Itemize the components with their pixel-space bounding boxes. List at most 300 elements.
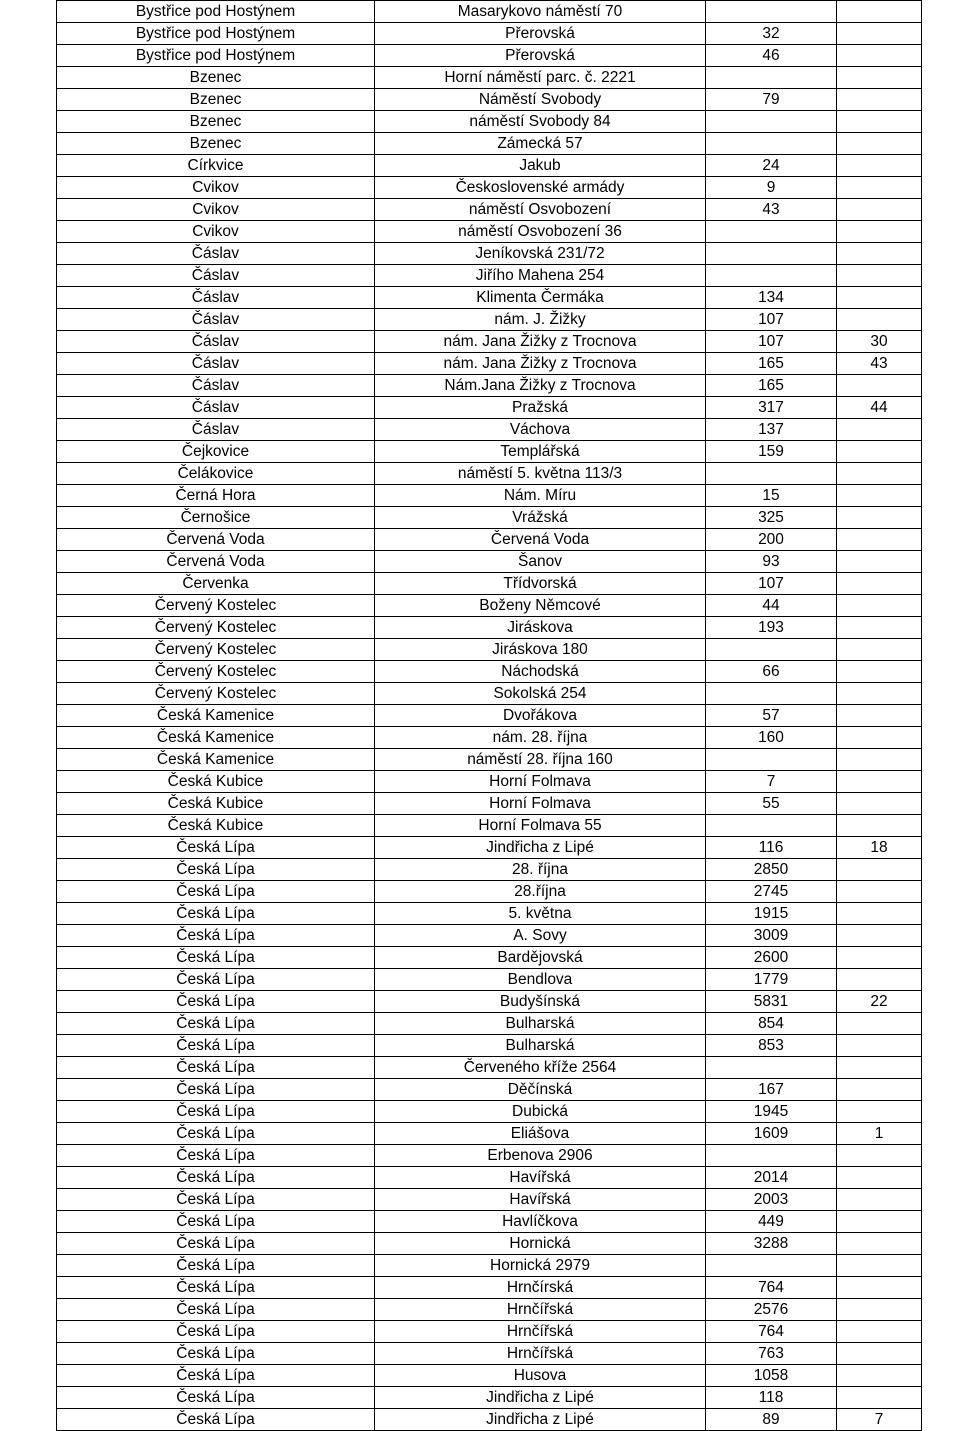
city-cell: Česká Lípa [57,881,375,903]
table-row [57,155,922,177]
table-row [57,727,922,749]
table-row [57,815,922,837]
extra-number-cell: 44 [837,397,922,419]
extra-number-cell [837,485,922,507]
street-cell: A. Sovy [375,925,706,947]
extra-number-cell [837,1255,922,1277]
street-cell: Červeného kříže 2564 [375,1057,706,1079]
extra-number-cell [837,1057,922,1079]
city-cell: Česká Lípa [57,969,375,991]
house-number-cell [706,683,837,705]
table-row [57,639,922,661]
house-number-cell: 7 [706,771,837,793]
extra-number-cell [837,111,922,133]
extra-number-cell [837,705,922,727]
table-row [57,1255,922,1277]
extra-number-cell [837,441,922,463]
table-row [57,1343,922,1365]
table-row [57,199,922,221]
table-row [57,771,922,793]
extra-number-cell [837,639,922,661]
city-cell: Církvice [57,155,375,177]
house-number-cell: 1915 [706,903,837,925]
house-number-cell: 79 [706,89,837,111]
city-cell: Červený Kostelec [57,639,375,661]
extra-number-cell [837,1,922,23]
street-cell: Horní Folmava [375,793,706,815]
house-number-cell [706,265,837,287]
street-cell: Přerovská [375,23,706,45]
table-row [57,45,922,67]
street-cell: Děčínská [375,1079,706,1101]
house-number-cell: 1058 [706,1365,837,1387]
house-number-cell: 1609 [706,1123,837,1145]
city-cell: Česká Lípa [57,1057,375,1079]
street-cell: 28.října [375,881,706,903]
house-number-cell: 449 [706,1211,837,1233]
city-cell: Čáslav [57,287,375,309]
street-cell: Bulharská [375,1013,706,1035]
house-number-cell: 9 [706,177,837,199]
street-cell: Jiřího Mahena 254 [375,265,706,287]
street-cell: Horní náměstí parc. č. 2221 [375,67,706,89]
street-cell: nám. Jana Žižky z Trocnova [375,353,706,375]
house-number-cell: 24 [706,155,837,177]
extra-number-cell [837,683,922,705]
city-cell: Česká Lípa [57,1167,375,1189]
extra-number-cell [837,1321,922,1343]
extra-number-cell [837,1211,922,1233]
table-row [57,991,922,1013]
table-row [57,1079,922,1101]
house-number-cell: 44 [706,595,837,617]
extra-number-cell [837,1035,922,1057]
extra-number-cell [837,287,922,309]
city-cell: Česká Lípa [57,903,375,925]
table-row [57,111,922,133]
extra-number-cell [837,1277,922,1299]
house-number-cell: 2600 [706,947,837,969]
table-row [57,1387,922,1409]
address-table [56,0,922,1431]
city-cell: Česká Lípa [57,1145,375,1167]
street-cell: Dubická [375,1101,706,1123]
city-cell: Černošice [57,507,375,529]
extra-number-cell [837,749,922,771]
table-row [57,89,922,111]
table-row [57,925,922,947]
extra-number-cell [837,133,922,155]
street-cell: nám. 28. října [375,727,706,749]
city-cell: Čáslav [57,397,375,419]
street-cell: nám. J. Žižky [375,309,706,331]
house-number-cell: 2003 [706,1189,837,1211]
house-number-cell: 165 [706,353,837,375]
city-cell: Česká Lípa [57,1233,375,1255]
city-cell: Čáslav [57,419,375,441]
street-cell: Dvořákova [375,705,706,727]
house-number-cell [706,1,837,23]
extra-number-cell [837,67,922,89]
extra-number-cell [837,23,922,45]
city-cell: Česká Lípa [57,1365,375,1387]
city-cell: Čáslav [57,331,375,353]
city-cell: Česká Lípa [57,837,375,859]
address-table-body [57,1,922,1431]
extra-number-cell [837,859,922,881]
street-cell: Bulharská [375,1035,706,1057]
city-cell: Bzenec [57,133,375,155]
table-row [57,881,922,903]
house-number-cell: 3288 [706,1233,837,1255]
street-cell: náměstí 28. října 160 [375,749,706,771]
city-cell: Česká Lípa [57,1189,375,1211]
table-row [57,1145,922,1167]
city-cell: Červený Kostelec [57,617,375,639]
street-cell: Bardějovská [375,947,706,969]
extra-number-cell [837,419,922,441]
table-row [57,969,922,991]
table-row [57,1211,922,1233]
table-row [57,309,922,331]
table-row [57,507,922,529]
extra-number-cell [837,375,922,397]
city-cell: Čejkovice [57,441,375,463]
extra-number-cell [837,1167,922,1189]
city-cell: Cvikov [57,199,375,221]
extra-number-cell [837,947,922,969]
table-row [57,265,922,287]
city-cell: Česká Lípa [57,1079,375,1101]
house-number-cell [706,1145,837,1167]
city-cell: Česká Kubice [57,771,375,793]
house-number-cell: 137 [706,419,837,441]
city-cell: Česká Kubice [57,793,375,815]
table-row [57,1123,922,1145]
street-cell: Nám. Míru [375,485,706,507]
table-row [57,221,922,243]
table-row [57,529,922,551]
city-cell: Červený Kostelec [57,683,375,705]
house-number-cell: 3009 [706,925,837,947]
street-cell: Váchova [375,419,706,441]
table-row [57,1057,922,1079]
extra-number-cell [837,1145,922,1167]
house-number-cell: 32 [706,23,837,45]
street-cell: Budyšínská [375,991,706,1013]
street-cell: Jiráskova [375,617,706,639]
house-number-cell [706,1057,837,1079]
extra-number-cell: 18 [837,837,922,859]
city-cell: Česká Kamenice [57,705,375,727]
street-cell: Hornická [375,1233,706,1255]
city-cell: Červený Kostelec [57,595,375,617]
street-cell: Jiráskova 180 [375,639,706,661]
table-row [57,1277,922,1299]
table-row [57,551,922,573]
house-number-cell: 2576 [706,1299,837,1321]
extra-number-cell [837,1101,922,1123]
city-cell: Čáslav [57,375,375,397]
extra-number-cell [837,551,922,573]
street-cell: Havířská [375,1189,706,1211]
street-cell: Přerovská [375,45,706,67]
house-number-cell: 854 [706,1013,837,1035]
house-number-cell: 763 [706,1343,837,1365]
city-cell: Čáslav [57,353,375,375]
street-cell: Vrážská [375,507,706,529]
city-cell: Česká Lípa [57,1123,375,1145]
street-cell: Eliášova [375,1123,706,1145]
extra-number-cell [837,815,922,837]
extra-number-cell [837,595,922,617]
table-row [57,1409,922,1431]
street-cell: Československé armády [375,177,706,199]
city-cell: Česká Lípa [57,1321,375,1343]
extra-number-cell [837,771,922,793]
house-number-cell [706,133,837,155]
city-cell: Bzenec [57,89,375,111]
table-row [57,133,922,155]
city-cell: Červenka [57,573,375,595]
city-cell: Česká Lípa [57,1211,375,1233]
table-row [57,23,922,45]
extra-number-cell [837,243,922,265]
house-number-cell: 764 [706,1321,837,1343]
house-number-cell: 5831 [706,991,837,1013]
extra-number-cell [837,45,922,67]
city-cell: Česká Lípa [57,1277,375,1299]
extra-number-cell [837,1233,922,1255]
table-row [57,1233,922,1255]
house-number-cell: 764 [706,1277,837,1299]
city-cell: Bzenec [57,111,375,133]
street-cell: náměstí Svobody 84 [375,111,706,133]
street-cell: Jindřicha z Lipé [375,1409,706,1431]
city-cell: Česká Lípa [57,1035,375,1057]
extra-number-cell [837,661,922,683]
city-cell: Česká Lípa [57,1255,375,1277]
street-cell: Jakub [375,155,706,177]
street-cell: Pražská [375,397,706,419]
table-row [57,243,922,265]
house-number-cell: 167 [706,1079,837,1101]
extra-number-cell [837,903,922,925]
city-cell: Čelákovice [57,463,375,485]
city-cell: Bystřice pod Hostýnem [57,1,375,23]
table-row [57,441,922,463]
city-cell: Bystřice pod Hostýnem [57,23,375,45]
street-cell: Horní Folmava 55 [375,815,706,837]
extra-number-cell [837,507,922,529]
extra-number-cell [837,529,922,551]
extra-number-cell [837,309,922,331]
city-cell: Černá Hora [57,485,375,507]
house-number-cell [706,639,837,661]
table-row [57,1321,922,1343]
house-number-cell: 165 [706,375,837,397]
street-cell: Jindřicha z Lipé [375,1387,706,1409]
extra-number-cell [837,463,922,485]
house-number-cell: 325 [706,507,837,529]
extra-number-cell: 22 [837,991,922,1013]
street-cell: Erbenova 2906 [375,1145,706,1167]
house-number-cell: 1945 [706,1101,837,1123]
city-cell: Česká Lípa [57,1409,375,1431]
street-cell: náměstí Osvobození 36 [375,221,706,243]
table-row [57,1299,922,1321]
house-number-cell: 134 [706,287,837,309]
city-cell: Česká Lípa [57,859,375,881]
house-number-cell: 193 [706,617,837,639]
street-cell: Havířská [375,1167,706,1189]
extra-number-cell [837,1299,922,1321]
city-cell: Červená Voda [57,529,375,551]
street-cell: Jindřicha z Lipé [375,837,706,859]
city-cell: Cvikov [57,177,375,199]
table-row [57,485,922,507]
extra-number-cell [837,1189,922,1211]
extra-number-cell [837,1365,922,1387]
street-cell: Hrnčířská [375,1299,706,1321]
house-number-cell: 159 [706,441,837,463]
city-cell: Bzenec [57,67,375,89]
house-number-cell: 2850 [706,859,837,881]
city-cell: Česká Lípa [57,947,375,969]
table-row [57,463,922,485]
house-number-cell [706,1255,837,1277]
extra-number-cell [837,881,922,903]
table-row [57,837,922,859]
extra-number-cell: 7 [837,1409,922,1431]
table-row [57,67,922,89]
extra-number-cell [837,617,922,639]
street-cell: Husova [375,1365,706,1387]
table-row [57,1101,922,1123]
city-cell: Česká Lípa [57,1343,375,1365]
table-row [57,1189,922,1211]
street-cell: Šanov [375,551,706,573]
city-cell: Česká Lípa [57,1299,375,1321]
table-row [57,661,922,683]
table-row [57,947,922,969]
extra-number-cell [837,1387,922,1409]
street-cell: Horní Folmava [375,771,706,793]
table-row [57,859,922,881]
extra-number-cell [837,727,922,749]
table-row [57,177,922,199]
house-number-cell: 46 [706,45,837,67]
street-cell: Sokolská 254 [375,683,706,705]
house-number-cell: 200 [706,529,837,551]
house-number-cell: 2745 [706,881,837,903]
house-number-cell: 89 [706,1409,837,1431]
table-row [57,595,922,617]
table-row [57,331,922,353]
table-row [57,617,922,639]
extra-number-cell [837,969,922,991]
house-number-cell: 43 [706,199,837,221]
house-number-cell [706,749,837,771]
street-cell: 28. října [375,859,706,881]
street-cell: Náměstí Svobody [375,89,706,111]
house-number-cell [706,463,837,485]
street-cell: Nám.Jana Žižky z Trocnova [375,375,706,397]
extra-number-cell [837,177,922,199]
extra-number-cell [837,1013,922,1035]
street-cell: Červená Voda [375,529,706,551]
city-cell: Česká Kamenice [57,749,375,771]
city-cell: Červený Kostelec [57,661,375,683]
street-cell: Hornická 2979 [375,1255,706,1277]
city-cell: Česká Kubice [57,815,375,837]
street-cell: Hrnčířská [375,1321,706,1343]
extra-number-cell [837,155,922,177]
table-row [57,1365,922,1387]
city-cell: Cvikov [57,221,375,243]
street-cell: Hrnčířská [375,1343,706,1365]
city-cell: Bystřice pod Hostýnem [57,45,375,67]
table-row [57,573,922,595]
street-cell: Náchodská [375,661,706,683]
table-row [57,683,922,705]
extra-number-cell [837,221,922,243]
table-row [57,419,922,441]
table-row [57,1,922,23]
house-number-cell [706,815,837,837]
house-number-cell: 57 [706,705,837,727]
house-number-cell: 93 [706,551,837,573]
house-number-cell: 2014 [706,1167,837,1189]
table-row [57,287,922,309]
street-cell: Zámecká 57 [375,133,706,155]
city-cell: Čáslav [57,309,375,331]
house-number-cell: 107 [706,331,837,353]
house-number-cell: 107 [706,573,837,595]
extra-number-cell [837,793,922,815]
house-number-cell: 317 [706,397,837,419]
city-cell: Čáslav [57,265,375,287]
city-cell: Česká Lípa [57,991,375,1013]
street-cell: Templářská [375,441,706,463]
house-number-cell: 66 [706,661,837,683]
street-cell: Masarykovo náměstí 70 [375,1,706,23]
house-number-cell: 160 [706,727,837,749]
extra-number-cell [837,199,922,221]
extra-number-cell: 1 [837,1123,922,1145]
city-cell: Červená Voda [57,551,375,573]
city-cell: Česká Lípa [57,925,375,947]
extra-number-cell [837,925,922,947]
extra-number-cell [837,1079,922,1101]
house-number-cell [706,67,837,89]
extra-number-cell [837,89,922,111]
city-cell: Česká Lípa [57,1101,375,1123]
table-row [57,1167,922,1189]
house-number-cell: 55 [706,793,837,815]
city-cell: Česká Kamenice [57,727,375,749]
street-cell: náměstí 5. května 113/3 [375,463,706,485]
city-cell: Čáslav [57,243,375,265]
city-cell: Česká Lípa [57,1387,375,1409]
street-cell: Klimenta Čermáka [375,287,706,309]
street-cell: náměstí Osvobození [375,199,706,221]
extra-number-cell [837,1343,922,1365]
table-row [57,1035,922,1057]
house-number-cell: 15 [706,485,837,507]
street-cell: nám. Jana Žižky z Trocnova [375,331,706,353]
extra-number-cell [837,265,922,287]
